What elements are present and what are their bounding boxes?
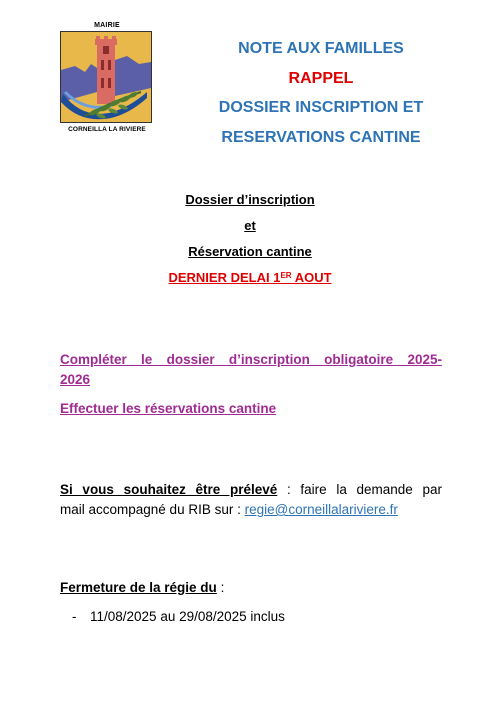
document-header bbox=[190, 34, 452, 152]
header-line-dossier: DOSSIER INSCRIPTION ET bbox=[218, 99, 424, 116]
header-line-families: NOTE AUX FAMILLES bbox=[238, 40, 404, 57]
notice-line-reservation: Réservation cantine bbox=[188, 244, 312, 259]
town-hall-logo bbox=[58, 22, 156, 138]
logo-bottom-label: CORNEILLA LA RIVIERE bbox=[68, 126, 146, 133]
header-line-reservations: RESERVATIONS CANTINE bbox=[221, 128, 421, 146]
header-line-reminder: RAPPEL bbox=[288, 69, 354, 87]
deadline-notice bbox=[100, 190, 400, 294]
logo-top-label: MAIRIE bbox=[94, 22, 120, 29]
notice-line-and: et bbox=[244, 218, 256, 233]
closure-period-item bbox=[72, 607, 285, 627]
notice-line-dossier: Dossier d’inscription bbox=[185, 192, 315, 207]
payment-line-2: mail accompagné du RIB sur : regie@corneillalariviere.fr bbox=[60, 502, 398, 517]
action-complete-dossier-year: 2026 bbox=[60, 372, 91, 387]
payment-line-1: Si vous souhaitez être prélevé : faire la demande par bbox=[60, 482, 442, 497]
payment-emphasis: Si vous souhaitez être prélevé bbox=[60, 482, 278, 497]
bullet-dash: - bbox=[72, 609, 77, 624]
closure-title: Fermeture de la régie du : bbox=[60, 580, 225, 595]
email-link[interactable]: regie@corneillalariviere.fr bbox=[244, 502, 398, 517]
action-complete-dossier: Compléter le dossier d’inscription obligatoire 2025- bbox=[60, 352, 442, 367]
action-cantine-reservations: Effectuer les réservations cantine bbox=[60, 401, 277, 416]
logo-emblem bbox=[60, 31, 152, 123]
closure-period: 11/08/2025 au 29/08/2025 inclus bbox=[90, 609, 285, 624]
coat-of-arms-icon bbox=[61, 32, 151, 122]
deadline-text: DERNIER DELAI 1ER AOUT bbox=[168, 270, 332, 285]
